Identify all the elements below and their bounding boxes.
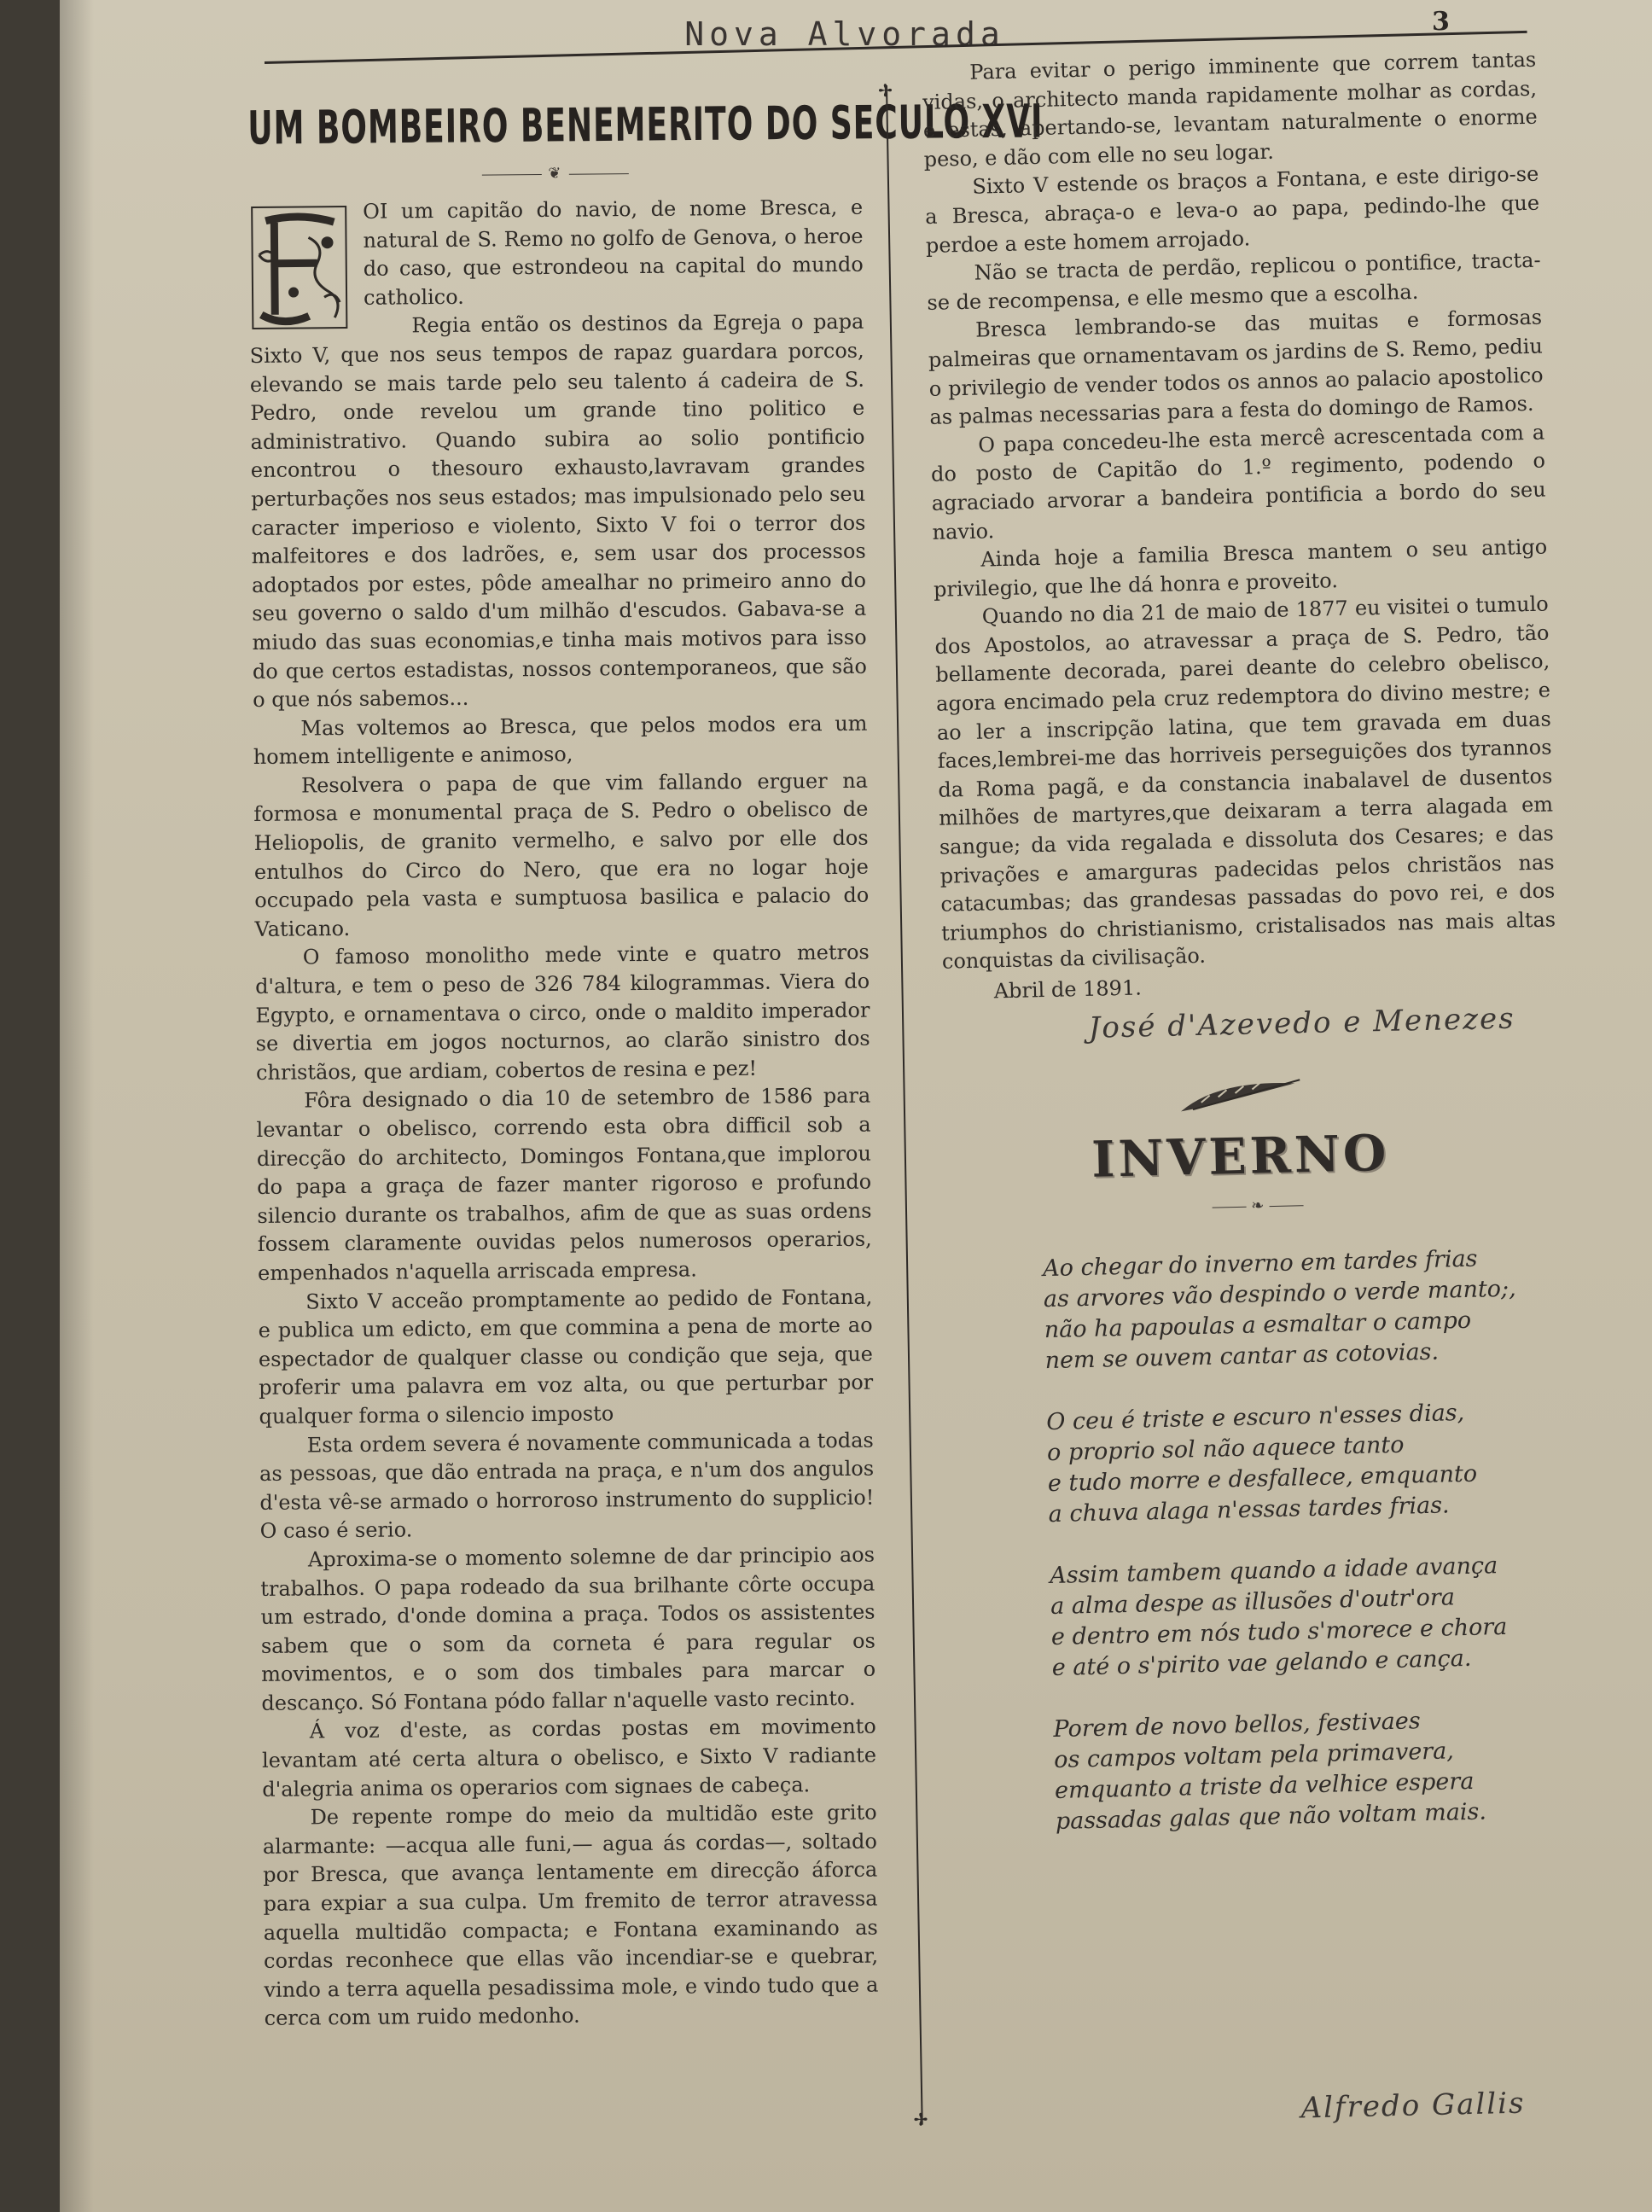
poem-line: nem se ouvem cantar as cotovias. — [1044, 1338, 1440, 1375]
poem-stanza — [1053, 1703, 1576, 1837]
article-paragraph: Quando no dia 21 de maio de 1877 eu visitei o tumulo dos Apostolos, ao atravessar a praça de S. Pedro, tão bellamente decorada, parei deante do celebro obelisco, agora encimado pela cruz redemptora do divino mestre; e ao ler a inscripção latina, que tem gravada em duas faces,lembrei-me das horriveis perseguições dos tyrannos da Roma pagã, e da constancia inabalavel de dusentos milhões de martyres,que deixaram a terra alagada em sangue; da vida regalada e dissoluta dos Cesares; e das privações e amarguras padecidas pelos christãos nas catacumbas; das grandesas passadas do povo rei, e dos triumphos do christianismo, cristalisados nas mais altas conquistas da civilisação. — [934, 591, 1556, 975]
poem-line: passadas galas que não voltam mais. — [1055, 1798, 1487, 1835]
poem-stanza — [1050, 1549, 1573, 1684]
poem-author-signature: Alfredo Gallis — [1300, 2086, 1526, 2126]
column-divider — [886, 85, 923, 2125]
article-paragraph: Esta ordem severa é novamente communicada a todas as pessoas, que dão entrada na praça, e n'um dos angulos d'esta vê-se armado o horroroso instrumento do supplicio! O caso é serio. — [259, 1428, 875, 1544]
poem-line: não ha papoulas a esmaltar o campo — [1044, 1307, 1472, 1344]
poem-line: e até o s'pirito vae gelando e cança. — [1051, 1644, 1472, 1682]
article-paragraph: Á voz d'este, as cordas postas em movimento levantam até certa altura o obelisco, e Sixto V radiante d'alegria anima os operarios com signaes de cabeça. — [261, 1714, 877, 1802]
poem-ornament: ❧ — [1212, 1190, 1562, 1215]
article-paragraph: Não se tracta de perdão, replicou o pontifice, tracta-se de recompensa, e elle mesmo que a escolha. — [927, 247, 1541, 315]
article-paragraph: Mas voltemos ao Bresca, que pelos modos era um homem intelligente e animoso, — [253, 711, 868, 770]
article-title: UM BOMBEIRO BENEMERITO DO SECULO XVI — [247, 95, 1044, 156]
newspaper-page — [60, 0, 1652, 2212]
article-paragraph: Bresca lembrando-se das muitas e formosas palmeiras que ornamentavam os jardins de S. Remo, pediu o privilegio de vender todos os annos ao palacio apostolico as palmas necessarias para a festa do domingo de Ramos. — [928, 305, 1544, 430]
right-column — [922, 46, 1583, 2151]
article-paragraph: Para evitar o perigo imminente que correm tantas vidas, o architecto manda rapidamente molhar as cordas, e estas, apertando-se, levantam naturalmente o enorme peso, e dão com elle no seu logar. — [922, 47, 1539, 172]
masthead: Nova Alvorada — [684, 15, 1005, 53]
poem-line: e dentro em nós tudo s'morece e chora — [1050, 1613, 1508, 1651]
poem-stanza — [1046, 1395, 1569, 1530]
poem-title: INVERNO — [1091, 1123, 1391, 1189]
article-paragraph: Sixto V acceão promptamente ao pedido de Fontana, e publica um edicto, em que commina a pena de morte ao espectador de qualquer classe ou condição que seja, que proferir uma palavra em voz alta, ou que perturbar por qualquer forma o silencio imposto — [258, 1284, 874, 1429]
article-paragraph: Ainda hoje a familia Bresca mantem o seu antigo privilegio, que lhe dá honra e proveito. — [933, 534, 1548, 602]
poem-line: Porem de novo bellos, festivaes — [1053, 1708, 1421, 1743]
poem-line: a chuva alaga n'essas tardes frias. — [1048, 1492, 1450, 1528]
poem-line: as arvores vão despindo o verde manto;, — [1043, 1275, 1517, 1313]
article-date: Abril de 1891. — [993, 975, 1143, 1004]
article-paragraph: Sixto V estende os braços a Fontana, e este dirigo-se a Bresca, abraça-o e leva-o ao papa, pedindo-lhe que perdoe a este homem arrojado. — [924, 162, 1540, 258]
decorative-initial-f-icon — [248, 203, 350, 332]
article-author-signature: José d'Azevedo e Menezes — [1088, 1001, 1516, 1045]
left-column — [247, 89, 1044, 2142]
article-paragraph: O famoso monolitho mede vinte e quatro metros d'altura, e tem o peso de 326 784 kilogrammas. Viera do Egypto, e ornamentava o circo, onde o maldito imperador se divertia em jogos nocturnos, ao clarão sinistro dos christãos, que ardiam, cobertos de resina e pez! — [255, 940, 870, 1085]
article-paragraph: O papa concedeu-lhe esta mercê acrescentada com a do posto de Capitão do 1.º regimento, podendo o agraciado arvorar a bandeira pontificia a bordo do seu navio. — [930, 420, 1546, 544]
article-paragraph: Regia então os destinos da Egreja o papa Sixto V, que nos seus tempos de rapaz guardara porcos, elevando se mais tarde pelo seu talento á cadeira de S. Pedro, onde revelou um grande tino politico e administrativo. Quando subira ao solio pontificio encontrou o thesouro exhausto,lavravam grandes perturbações nos seus estados; mas impulsionado pelo seu caracter imperioso e violento, Sixto V foi o terror dos malfeitores e dos ladrões, e, sem usar dos processos adoptados por estes, pôde amealhar no primeiro anno do seu governo o saldo d'um milhão d'escudos. Gabava-se a miudo das suas economias,e tinha mais motivos para isso do que certos estadistas, nossos contemporaneos, que são o que nós sabemos... — [249, 310, 867, 713]
article-paragraph: OI um capitão do navio, de nome Bresca, e natural de S. Remo no golfo de Genova, o heroe do caso, que estrondeou na capital do mundo catholico. — [363, 195, 864, 310]
poem-line: e tudo morre e desfallece, emquanto — [1047, 1460, 1478, 1498]
poem-line: o proprio sol não aquece tanto — [1046, 1431, 1405, 1467]
poem-line: Ao chegar do inverno em tardes frias — [1042, 1245, 1478, 1283]
poem-line: Assim tambem quando a idade avança — [1049, 1552, 1498, 1590]
article-paragraph: Fôra designado o dia 10 de setembro de 1586 para levantar o obelisco, correndo esta obra difficil sob a direcção do architecto, Domingos Fontana,que implorou do papa a graça de fazer manter rigoroso e profundo silencio durante os trabalhos, afim de que as suas ordens fossem claramente ouvidas pelos numerosos operarios, empenhados n'aquella arriscada empresa. — [256, 1084, 872, 1285]
article-paragraph: De repente rompe do meio da multidão este grito alarmante: —acqua alle funi,— agua ás cordas—, soltado por Bresca, que avança lentamente em direcção áforca para expiar a sua culpa. Um fremito de terror atravessa aquella multidão compacta; e Fontana examinando as cordas reconhece que ellas vão incendiar-se e quebrar, vindo a terra aquella pesadissima mole, e vindo tudo que a cerca com um ruido medonho. — [262, 1800, 879, 2031]
poem-line: a alma despe as illusões d'outr'ora — [1050, 1584, 1456, 1621]
poem-body — [1043, 1242, 1576, 1837]
article-paragraph: Resolvera o papa de que vim fallando erguer na formosa e monumental praça de S. Pedro o obelisco de Heliopolis, de granito vermelho, e salvo por elle dos entulhos do Circo do Nero, que era no logar hoje occupado pela vasta e sumptuosa basilica e palacio do Vaticano. — [253, 768, 870, 941]
poem-line: emquanto a triste da velhice espera — [1054, 1767, 1475, 1804]
article-body-right — [922, 46, 1556, 977]
page-number: 3 — [1432, 7, 1450, 37]
article-paragraph: Aproxima-se o momento solemne de dar principio aos trabalhos. O papa rodeado da sua brilhante côrte occupa um estrado, d'onde domina a praça. Todos os assistentes sabem que o som da corneta é para regular os movimentos, e o som dos timbales para marcar o descanço. Só Fontana pódo fallar n'aquelle vasto recinto. — [260, 1542, 876, 1715]
poem-line: O ceu é triste e escuro n'esses dias, — [1045, 1399, 1465, 1436]
article-body-left — [248, 194, 879, 2034]
title-ornament: ❦ — [248, 162, 863, 185]
poem-stanza — [1043, 1242, 1566, 1377]
quill-ornament-icon — [1175, 1074, 1304, 1120]
poem-line: os campos voltam pela primavera, — [1053, 1738, 1455, 1773]
